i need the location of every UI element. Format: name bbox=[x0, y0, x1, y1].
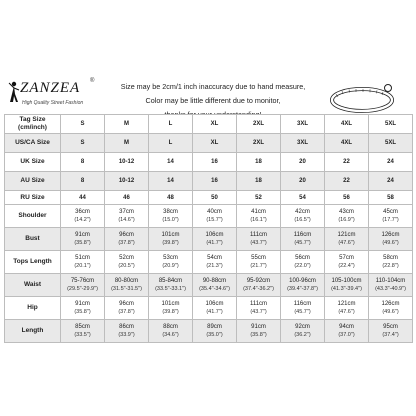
measurement-cell bbox=[369, 297, 413, 320]
size-cell: M bbox=[105, 134, 149, 153]
size-cell: 20 bbox=[281, 153, 325, 172]
size-cell: 44 bbox=[61, 191, 105, 205]
inch-value: (43.7") bbox=[250, 309, 267, 315]
size-cell: 4XL bbox=[325, 134, 369, 153]
cm-value: 105-100cm bbox=[331, 278, 362, 284]
measurement-cell bbox=[61, 205, 105, 228]
inch-value: (20.5") bbox=[118, 263, 135, 269]
inch-value: (41.3"-39.4") bbox=[331, 286, 362, 292]
measurement-cell bbox=[237, 320, 281, 343]
inch-value: (14.6") bbox=[118, 217, 135, 223]
cm-value: 111cm bbox=[249, 301, 268, 307]
measurement-cell bbox=[237, 251, 281, 274]
measurement-cell bbox=[105, 320, 149, 343]
size-cell: S bbox=[61, 134, 105, 153]
size-cell: 16 bbox=[193, 153, 237, 172]
inch-value: (37.4") bbox=[382, 332, 399, 338]
cm-value: 121cm bbox=[337, 232, 356, 238]
inch-value: (14.2") bbox=[74, 217, 91, 223]
size-cell: 10-12 bbox=[105, 172, 149, 191]
measurement-cell bbox=[149, 205, 193, 228]
cm-value: 94cm bbox=[339, 324, 354, 330]
cm-value: 92cm bbox=[295, 324, 310, 330]
measurement-cell bbox=[237, 297, 281, 320]
inch-value: (22.4") bbox=[338, 263, 355, 269]
measurement-cell bbox=[105, 251, 149, 274]
inch-value: (35.8") bbox=[74, 240, 91, 246]
row-label: Tops Length bbox=[5, 251, 61, 274]
size-cell: 14 bbox=[149, 172, 193, 191]
measurement-cell bbox=[105, 205, 149, 228]
cm-value: 38cm bbox=[163, 209, 178, 215]
size-cell: 2XL bbox=[237, 134, 281, 153]
cm-value: 91cm bbox=[75, 232, 90, 238]
measurement-cell bbox=[369, 274, 413, 297]
size-cell: 10-12 bbox=[105, 153, 149, 172]
cm-value: 85cm bbox=[75, 324, 90, 330]
measurement-cell bbox=[369, 320, 413, 343]
measurement-cell bbox=[105, 274, 149, 297]
inch-value: (36.2") bbox=[294, 332, 311, 338]
inch-value: (37.8") bbox=[118, 240, 135, 246]
row-label: US/CA Size bbox=[5, 134, 61, 153]
row-label: RU Size bbox=[5, 191, 61, 205]
cm-value: 91cm bbox=[75, 301, 90, 307]
measurement-cell bbox=[237, 228, 281, 251]
inch-value: (22.0") bbox=[294, 263, 311, 269]
measurement-cell bbox=[281, 251, 325, 274]
measurement-cell bbox=[369, 228, 413, 251]
cm-value: 80-80cm bbox=[114, 278, 139, 284]
cm-value: 126cm bbox=[381, 301, 400, 307]
size-cell: 52 bbox=[237, 191, 281, 205]
inch-value: (16.9") bbox=[338, 217, 355, 223]
cm-value: 110-104cm bbox=[375, 278, 406, 284]
inch-value: (16.5") bbox=[294, 217, 311, 223]
measurement-cell bbox=[281, 205, 325, 228]
cm-value: 86cm bbox=[119, 324, 134, 330]
size-cell: 5XL bbox=[369, 115, 413, 134]
size-cell: 16 bbox=[193, 172, 237, 191]
inch-value: (15.7") bbox=[206, 217, 223, 223]
cm-value: 43cm bbox=[339, 209, 354, 215]
row-label: AU Size bbox=[5, 172, 61, 191]
measurement-cell bbox=[193, 320, 237, 343]
inch-value: (35.8") bbox=[250, 332, 267, 338]
inch-value: (49.6") bbox=[382, 240, 399, 246]
inch-value: (22.8") bbox=[382, 263, 399, 269]
cm-value: 106cm bbox=[205, 232, 224, 238]
header bbox=[0, 0, 416, 112]
size-cell: 2XL bbox=[237, 115, 281, 134]
cm-value: 91cm bbox=[251, 324, 266, 330]
cm-value: 111cm bbox=[249, 232, 268, 238]
cm-value: 37cm bbox=[119, 209, 134, 215]
measurement-cell bbox=[325, 297, 369, 320]
row-label: Bust bbox=[5, 228, 61, 251]
inch-value: (37.0") bbox=[338, 332, 355, 338]
size-row bbox=[5, 191, 413, 205]
cm-value: 106cm bbox=[205, 301, 224, 307]
size-cell: 54 bbox=[281, 191, 325, 205]
measurement-cell bbox=[193, 205, 237, 228]
inch-value: (15.0") bbox=[162, 217, 179, 223]
cm-value: 95cm bbox=[383, 324, 398, 330]
cm-value: 116cm bbox=[293, 301, 312, 307]
measurement-cell bbox=[193, 228, 237, 251]
size-cell: 58 bbox=[369, 191, 413, 205]
measurement-cell bbox=[61, 228, 105, 251]
cm-value: 126cm bbox=[381, 232, 400, 238]
cm-value: 121cm bbox=[337, 301, 356, 307]
measurement-row bbox=[5, 228, 413, 251]
measurement-cell bbox=[325, 205, 369, 228]
measurement-cell bbox=[61, 320, 105, 343]
inch-value: (45.7") bbox=[294, 240, 311, 246]
measurement-cell bbox=[105, 297, 149, 320]
size-row bbox=[5, 134, 413, 153]
size-cell: 46 bbox=[105, 191, 149, 205]
measurement-cell bbox=[237, 274, 281, 297]
cm-value: 100-96cm bbox=[289, 278, 316, 284]
measurement-cell bbox=[325, 274, 369, 297]
size-cell: 3XL bbox=[281, 134, 325, 153]
cm-value: 58cm bbox=[383, 255, 398, 261]
inch-value: (17.7") bbox=[382, 217, 399, 223]
size-row bbox=[5, 153, 413, 172]
measurement-row bbox=[5, 205, 413, 228]
measurement-row bbox=[5, 297, 413, 320]
inch-value: (39.8") bbox=[162, 309, 179, 315]
inch-value: (35.0") bbox=[206, 332, 223, 338]
inch-value: (16.1") bbox=[250, 217, 267, 223]
cm-value: 96cm bbox=[119, 301, 134, 307]
measurement-cell bbox=[149, 297, 193, 320]
inch-value: (33.5"-33.1") bbox=[155, 286, 186, 292]
size-cell: 50 bbox=[193, 191, 237, 205]
measurement-cell bbox=[369, 251, 413, 274]
size-row bbox=[5, 115, 413, 134]
measurement-cell bbox=[281, 228, 325, 251]
size-cell: 22 bbox=[325, 153, 369, 172]
measurement-row bbox=[5, 251, 413, 274]
size-cell: 18 bbox=[237, 153, 281, 172]
brand-tagline: High Quality Street Fashion bbox=[22, 100, 84, 106]
cm-value: 42cm bbox=[295, 209, 310, 215]
inch-value: (39.4"-37.8") bbox=[287, 286, 318, 292]
inch-value: (31.5"-31.5") bbox=[111, 286, 142, 292]
measurement-cell bbox=[61, 297, 105, 320]
size-cell: XL bbox=[193, 134, 237, 153]
size-cell: 22 bbox=[325, 172, 369, 191]
inch-value: (43.7") bbox=[250, 240, 267, 246]
cm-value: 53cm bbox=[163, 255, 178, 261]
size-cell: 4XL bbox=[325, 115, 369, 134]
size-cell: S bbox=[61, 115, 105, 134]
size-cell: 24 bbox=[369, 153, 413, 172]
inch-value: (49.6") bbox=[382, 309, 399, 315]
inch-value: (43.3"-40.9") bbox=[375, 286, 406, 292]
measurement-cell bbox=[193, 274, 237, 297]
row-label: UK Size bbox=[5, 153, 61, 172]
inch-value: (47.6") bbox=[338, 240, 355, 246]
measurement-cell bbox=[61, 274, 105, 297]
size-cell: 56 bbox=[325, 191, 369, 205]
cm-value: 57cm bbox=[339, 255, 354, 261]
cm-value: 51cm bbox=[75, 255, 90, 261]
measurement-cell bbox=[325, 228, 369, 251]
size-cell: 8 bbox=[61, 153, 105, 172]
brand-name: ZANZEA bbox=[20, 80, 81, 96]
size-cell: 48 bbox=[149, 191, 193, 205]
size-chart-table bbox=[4, 114, 413, 343]
measurement-cell bbox=[193, 251, 237, 274]
size-row bbox=[5, 172, 413, 191]
cm-value: 101cm bbox=[161, 301, 180, 307]
measurement-cell bbox=[105, 228, 149, 251]
inch-value: (34.6") bbox=[162, 332, 179, 338]
size-cell: 24 bbox=[369, 172, 413, 191]
measurement-row bbox=[5, 320, 413, 343]
size-cell: 3XL bbox=[281, 115, 325, 134]
cm-value: 36cm bbox=[75, 209, 90, 215]
cm-value: 88cm bbox=[163, 324, 178, 330]
measurement-cell bbox=[149, 228, 193, 251]
measurement-cell bbox=[149, 320, 193, 343]
cm-value: 90-88cm bbox=[202, 278, 227, 284]
inch-value: (41.7") bbox=[206, 240, 223, 246]
measurement-cell bbox=[325, 251, 369, 274]
cm-value: 45cm bbox=[383, 209, 398, 215]
inch-value: (33.5") bbox=[74, 332, 91, 338]
cm-value: 52cm bbox=[119, 255, 134, 261]
cm-value: 116cm bbox=[293, 232, 312, 238]
measurement-cell bbox=[149, 251, 193, 274]
inch-value: (37.8") bbox=[118, 309, 135, 315]
inch-value: (20.9") bbox=[162, 263, 179, 269]
inch-value: (21.7") bbox=[250, 263, 267, 269]
inch-value: (33.9") bbox=[118, 332, 135, 338]
cm-value: 85-84cm bbox=[158, 278, 183, 284]
cm-value: 41cm bbox=[251, 209, 266, 215]
row-label: Tag Size (cm/inch) bbox=[5, 115, 61, 134]
registered-mark: ® bbox=[90, 78, 95, 84]
row-label: Length bbox=[5, 320, 61, 343]
size-cell: 18 bbox=[237, 172, 281, 191]
cm-value: 56cm bbox=[295, 255, 310, 261]
size-cell: XL bbox=[193, 115, 237, 134]
measurement-row bbox=[5, 274, 413, 297]
size-cell: L bbox=[149, 115, 193, 134]
cm-value: 89cm bbox=[207, 324, 222, 330]
measuring-tape-icon bbox=[322, 78, 402, 118]
size-cell: 8 bbox=[61, 172, 105, 191]
row-label: Hip bbox=[5, 297, 61, 320]
inch-value: (37.4"-36.2") bbox=[243, 286, 274, 292]
row-label: Shoulder bbox=[5, 205, 61, 228]
cm-value: 54cm bbox=[207, 255, 222, 261]
size-cell: 5XL bbox=[369, 134, 413, 153]
measurement-cell bbox=[281, 320, 325, 343]
row-label: Waist bbox=[5, 274, 61, 297]
notice-line-1: Size may be 2cm/1 inch inaccuracy due to hand measure, bbox=[120, 82, 306, 91]
measurement-cell bbox=[325, 320, 369, 343]
notice-line-2: Color may be little different due to monitor, bbox=[145, 96, 281, 105]
inch-value: (20.1") bbox=[74, 263, 91, 269]
inch-value: (35.4"-34.6") bbox=[199, 286, 230, 292]
size-cell: L bbox=[149, 134, 193, 153]
inch-value: (41.7") bbox=[206, 309, 223, 315]
size-cell: 14 bbox=[149, 153, 193, 172]
inch-value: (45.7") bbox=[294, 309, 311, 315]
cm-value: 75-76cm bbox=[70, 278, 95, 284]
measurement-cell bbox=[281, 274, 325, 297]
inch-value: (21.3") bbox=[206, 263, 223, 269]
cm-value: 40cm bbox=[207, 209, 222, 215]
size-cell: M bbox=[105, 115, 149, 134]
measurement-cell bbox=[193, 297, 237, 320]
inch-value: (35.8") bbox=[74, 309, 91, 315]
size-cell: 20 bbox=[281, 172, 325, 191]
measurement-cell bbox=[61, 251, 105, 274]
inch-value: (29.5"-29.9") bbox=[67, 286, 98, 292]
measurement-cell bbox=[281, 297, 325, 320]
measurement-cell bbox=[149, 274, 193, 297]
inch-value: (47.6") bbox=[338, 309, 355, 315]
cm-value: 55cm bbox=[251, 255, 266, 261]
inch-value: (39.8") bbox=[162, 240, 179, 246]
measurement-cell bbox=[369, 205, 413, 228]
cm-value: 96cm bbox=[119, 232, 134, 238]
cm-value: 95-92cm bbox=[246, 278, 271, 284]
cm-value: 101cm bbox=[161, 232, 180, 238]
measurement-cell bbox=[237, 205, 281, 228]
